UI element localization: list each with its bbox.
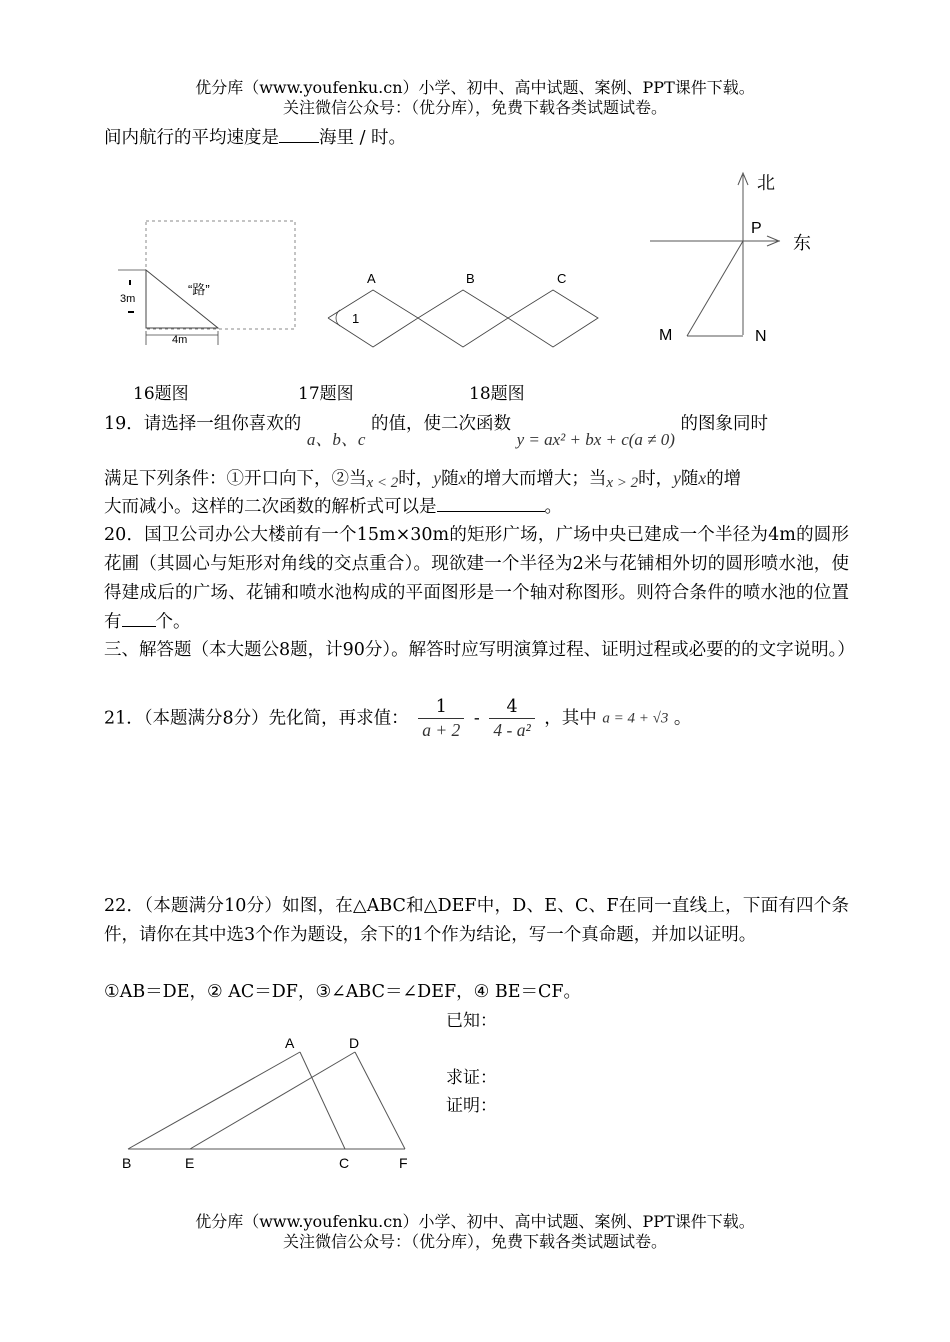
fraction-1: $\frac{1}{a + 2}$ [418, 696, 464, 741]
q20: 20．国卫公司办公大楼前有一个15m×30m的矩形广场，广场中央已建成一个半径为4m的圆形花圃（其圆心与矩形对角线的交点重合）。现欲建一个半径为2米与花铺相外切的圆形喷水池，使得建成后的广场、花铺和喷水池构成的平面图形是一个轴对称图形。则符合条件的喷水池的位置有 个。 [104, 525, 849, 632]
q18-tail: 间内航行的平均速度是 海里 / 时。 [104, 124, 849, 153]
road-label: “路” [188, 282, 210, 297]
q19-vars: a、b、c [306, 430, 366, 449]
q19-line-2: 满足下列条件：①开口向下，②当x < 2时，y随x的增大而增大；当x > 2时，y随x的增 [104, 468, 742, 491]
segment-ac [300, 1052, 345, 1149]
height-label: 3m [120, 293, 136, 305]
point-b: B [122, 1155, 132, 1171]
header-line-2: 关注微信公众号：（优分库），免费下载各类试题试卷。 [282, 98, 667, 117]
answer-blank[interactable] [122, 608, 156, 627]
point-a: A [285, 1035, 295, 1051]
caption-17: 17题图 [298, 384, 354, 404]
point-p: P [751, 220, 762, 237]
figure-16 [110, 215, 305, 355]
figure-17 [320, 265, 620, 355]
width-label: 4m [172, 334, 188, 346]
header-line-1: 优分库（www.youfenku.cn）小学、初中、高中试题、案例、PPT课件下载。 [195, 78, 755, 97]
label-a: A [367, 271, 376, 286]
footer-line-2: 关注微信公众号：（优分库），免费下载各类试题试卷。 [282, 1232, 667, 1251]
east-label: 东 [793, 233, 811, 253]
answer-blank[interactable] [279, 124, 319, 143]
angle-label: 1 [352, 311, 360, 326]
answer-blank[interactable] [437, 493, 545, 512]
q21: 21．（本题满分8分）先化简，再求值： $\frac{1}{a + 2}$ - $\frac{4}{\text{4 - a²}}$ ，其中 a = 4 + √3 。 [104, 697, 692, 740]
q21-value: a = 4 + √3 [602, 710, 669, 727]
figure-18 [645, 165, 825, 350]
rhombus-chain [328, 290, 598, 347]
point-f: F [399, 1155, 408, 1171]
point-e: E [185, 1155, 195, 1171]
point-d: D [349, 1035, 360, 1051]
figure-22 [110, 1030, 420, 1175]
point-n: N [755, 328, 767, 345]
label-c: C [557, 271, 567, 286]
fraction-2: $\frac{4}{\text{4 - a²}}$ [489, 696, 534, 741]
proof-label: 证明： [446, 1096, 497, 1116]
label-b: B [466, 271, 475, 286]
section-3-heading: 三、解答题（本大题公8题，计90分）。解答时应写明演算过程、证明过程或必要的的文字说明。） [104, 640, 855, 660]
segment-df [355, 1052, 405, 1149]
q19-function: y = ax² + bx + c(a ≠ 0) [516, 430, 675, 449]
caption-16: 16题图 [133, 384, 189, 404]
plaza-rect [146, 221, 295, 329]
point-c: C [339, 1155, 350, 1171]
q22: 22．（本题满分10分）如图，在△ABC和△DEF中，D、E、C、F在同一直线上，下面有四个条件，请你在其中选3个作为题设，余下的1个作为结论，写一个真命题，并加以证明。 [104, 896, 849, 945]
segment-pm [687, 241, 743, 336]
q22-conditions: ①AB＝DE，② AC＝DF，③∠ABC＝∠DEF，④ BE＝CF。 [104, 982, 582, 1002]
caption-18: 18题图 [469, 384, 525, 404]
prove-label: 求证： [446, 1068, 497, 1088]
known-label: 已知： [446, 1011, 497, 1031]
q19-line-1: 19．请选择一组你喜欢的 a、b、c 的值，使二次函数 y = ax² + bx + c(a ≠ 0) 的图象同时 [104, 414, 768, 449]
footer-line-1: 优分库（www.youfenku.cn）小学、初中、高中试题、案例、PPT课件下载。 [195, 1212, 755, 1231]
q19-line-3: 大而减小。这样的二次函数的解析式可以是 。 [104, 493, 849, 522]
road-triangle [146, 270, 218, 328]
point-m: M [659, 327, 673, 344]
north-label: 北 [757, 173, 775, 193]
